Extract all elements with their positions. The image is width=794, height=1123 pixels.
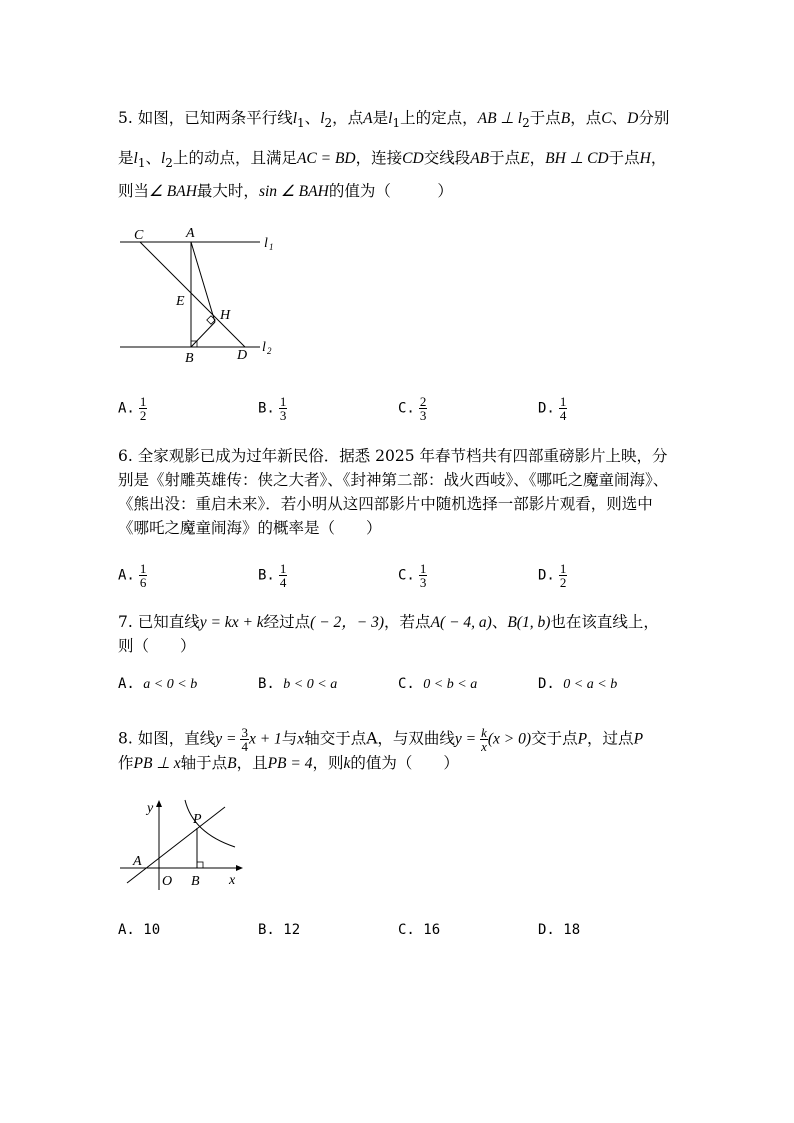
q5-text: 最大时， [196, 182, 259, 200]
q5-text: 则当 [118, 182, 150, 200]
fraction [139, 562, 148, 589]
label-l1-sub: 1 [269, 242, 274, 252]
label-l2-sub: 2 [267, 346, 272, 356]
q5-sub: 2 [522, 116, 530, 131]
numerator: 3 [241, 725, 248, 740]
numerator: 1 [139, 561, 147, 576]
numerator: 1 [139, 394, 147, 409]
q5-expr: AC = BD [296, 150, 356, 167]
q7-expr: ( − 2，− 3) [310, 614, 385, 631]
q5-text: 于点 [529, 109, 561, 127]
q6-line1: 6. 全家观影已成为过年新民俗．据悉 2025 年春节档共有四部重磅影片上映，分 [118, 447, 668, 465]
q5-text: ， [650, 149, 667, 167]
segment-CD [140, 242, 245, 347]
option-label: A. [118, 400, 135, 417]
q7-option-d[interactable] [538, 676, 617, 693]
segment-AH [191, 242, 215, 322]
label-B: B [185, 351, 194, 366]
q6-line3: 《熊出没：重启未来》．若小明从这四部影片中随机选择一部影片观看，则选中 [118, 495, 653, 513]
q8-expr: y = [454, 730, 477, 748]
numerator: k [481, 725, 487, 740]
q7-text: 7. 已知直线 [118, 613, 200, 631]
denominator: 4 [241, 739, 248, 754]
q5-text: 上的动点，且满足 [172, 149, 297, 167]
q5-var: H [639, 150, 651, 167]
option-label: C. [398, 567, 415, 584]
fraction [139, 395, 148, 422]
option-label: B. [258, 567, 275, 584]
q5-text: 是 [372, 109, 389, 127]
q5-var: B [560, 110, 571, 127]
fraction [480, 726, 488, 753]
q5-line2 [118, 148, 666, 173]
q8-expr: PB ⊥ x [133, 755, 181, 772]
q8-var: P [633, 730, 644, 748]
label-O: O [162, 874, 173, 889]
q5-text: 上的定点， [400, 109, 478, 127]
q8-text: 交于点 [531, 729, 578, 748]
q5-sub: 2 [165, 156, 173, 171]
q7-option-b[interactable] [258, 676, 337, 693]
q8-option-c[interactable] [398, 922, 440, 938]
q8-line1 [118, 726, 643, 753]
q6-option-d[interactable] [538, 562, 567, 589]
q8-var: x [297, 730, 305, 748]
q5-text: 、 [145, 149, 161, 167]
option-label: C. [398, 676, 415, 692]
q8-figure [115, 795, 250, 895]
denominator: x [481, 739, 487, 754]
q7-text: 经过点 [263, 613, 311, 631]
option-label: D. [538, 676, 555, 692]
q6-option-a[interactable] [118, 562, 147, 589]
q5-var: CD [402, 150, 424, 167]
numerator: 2 [419, 394, 427, 409]
q8-text: 与 [281, 729, 298, 748]
q5-expr: ∠ BAH [149, 183, 197, 200]
option-label: D. [538, 400, 555, 417]
q7-option-a[interactable] [118, 676, 197, 693]
option-text: a < 0 < b [143, 677, 198, 692]
denominator: 4 [279, 575, 287, 590]
denominator: 2 [559, 575, 567, 590]
q5-figure [110, 222, 290, 367]
y-axis-arrow [156, 800, 162, 807]
q8-option-a[interactable] [118, 922, 160, 938]
q5-text: ， [529, 149, 546, 167]
q5-expr: BH ⊥ CD [545, 150, 609, 167]
option-label: C. [398, 400, 415, 417]
q5-var: A [363, 110, 373, 127]
q7-option-c[interactable] [398, 676, 477, 693]
q5-sub: 1 [137, 156, 146, 171]
numerator: 1 [559, 561, 567, 576]
q6-option-c[interactable] [398, 562, 427, 589]
q5-expr: sin ∠ BAH [258, 183, 329, 200]
q5-option-a[interactable] [118, 395, 147, 422]
q5-line1 [118, 108, 669, 133]
denominator: 3 [279, 408, 287, 423]
q5-option-b[interactable] [258, 395, 287, 422]
denominator: 3 [419, 575, 427, 590]
label-C: C [134, 228, 144, 243]
q5-text: 的值为（ ） [328, 182, 453, 200]
q6-option-b[interactable] [258, 562, 287, 589]
q5-l2: l [320, 110, 325, 127]
label-B: B [191, 874, 200, 889]
line-AP [127, 807, 225, 883]
q8-var: P [577, 730, 588, 748]
q5-sub: 1 [392, 116, 401, 131]
label-P: P [193, 812, 202, 827]
option-label: B. [258, 676, 275, 692]
q7-expr: B(1, b) [507, 614, 551, 631]
label-y: y [147, 801, 154, 816]
fraction [240, 726, 249, 753]
numerator: 1 [419, 561, 427, 576]
q8-option-d[interactable] [538, 922, 580, 938]
fraction [419, 395, 428, 422]
label-A: A [186, 226, 195, 241]
q5-l1: l [388, 110, 393, 127]
q6-line4: 《哪吒之魔童闹海》的概率是（ ） [118, 519, 382, 537]
label-D: D [237, 348, 248, 363]
q7-expr: y = kx + k [199, 614, 264, 631]
x-axis-arrow [236, 865, 243, 871]
q8-text: 轴于点 [180, 754, 228, 772]
denominator: 3 [419, 408, 427, 423]
q5-var: D [627, 110, 639, 127]
right-angle-B [197, 862, 203, 868]
option-label: A. [118, 676, 135, 692]
q7-text: 、 [491, 613, 508, 631]
option-label: D. [538, 922, 555, 938]
q6-line2: 别是《射雕英雄传：侠之大者》、《封神第二部：战火西岐》、《哪吒之魔童闹海》、 [118, 471, 669, 489]
q5-option-c[interactable] [398, 395, 427, 422]
numerator: 1 [279, 394, 287, 409]
numerator: 1 [279, 561, 287, 576]
q8-text: 轴交于点A，与双曲线 [304, 729, 455, 748]
fraction [559, 562, 568, 589]
q5-expr: AB ⊥ l [477, 110, 523, 127]
q5-l2: l [160, 150, 166, 167]
q7-expr: A( − 4, a) [430, 614, 492, 631]
q5-text: ，点 [332, 109, 364, 127]
option-label: B. [258, 922, 275, 938]
option-label: A. [118, 567, 135, 584]
q7-text: ，若点 [384, 613, 431, 631]
q8-text: ，且 [236, 754, 268, 772]
q8-option-b[interactable] [258, 922, 300, 938]
fraction [559, 395, 568, 422]
q5-text: 是 [118, 149, 134, 167]
q8-text: 的值为（ ） [350, 754, 459, 772]
option-label: D. [538, 567, 555, 584]
q5-text: 5. 如图，已知两条平行线 [118, 109, 293, 127]
q5-text: 分别 [638, 109, 670, 127]
q8-text: ，过点 [587, 729, 634, 748]
q5-var: E [520, 150, 530, 167]
q5-l1: l [133, 150, 138, 167]
q7-text: 也在该直线上， [550, 613, 659, 631]
option-text: 16 [423, 922, 441, 938]
q5-var: C [601, 110, 612, 127]
q8-var: k [343, 755, 351, 772]
segment-BH [191, 322, 215, 347]
denominator: 6 [139, 575, 147, 590]
fraction [279, 562, 288, 589]
q8-expr: x + 1 [248, 730, 282, 748]
option-label: C. [398, 922, 415, 938]
q5-text: 于点 [489, 149, 521, 167]
option-text: 12 [283, 922, 301, 938]
q5-l1: l [292, 110, 298, 127]
q8-text: ，则 [312, 754, 344, 772]
q8-expr: (x > 0) [487, 730, 532, 748]
q5-text: 于点 [608, 149, 640, 167]
option-text: 10 [143, 922, 161, 938]
q8-text: 8. 如图，直线 [118, 729, 216, 748]
q5-text: 、 [304, 109, 321, 127]
numerator: 1 [559, 394, 567, 409]
denominator: 2 [139, 408, 147, 423]
q8-text: 作 [118, 754, 134, 772]
q5-option-d[interactable] [538, 395, 567, 422]
q5-text: ，点 [570, 109, 602, 127]
label-A: A [133, 854, 142, 869]
q8-expr: y = [215, 730, 237, 748]
label-l2: l [262, 340, 266, 355]
option-text: b < 0 < a [283, 677, 338, 692]
q5-sub: 2 [324, 116, 333, 131]
q5-line3 [118, 181, 453, 202]
label-H: H [220, 308, 231, 323]
option-text: 0 < b < a [423, 677, 478, 692]
q5-sub: 1 [297, 116, 305, 131]
q5-text: ，连接 [355, 149, 403, 167]
q8-var: B [227, 755, 237, 772]
label-E: E [176, 294, 185, 309]
q8-line2 [118, 753, 459, 774]
fraction [279, 395, 288, 422]
q7-line1 [118, 612, 659, 633]
denominator: 4 [559, 408, 567, 423]
q5-text: 交线段 [423, 149, 471, 167]
q5-var: AB [470, 150, 490, 167]
fraction [419, 562, 428, 589]
option-label: B. [258, 400, 275, 417]
q7-line2: 则（ ） [118, 637, 196, 655]
option-text: 18 [563, 922, 581, 938]
option-text: 0 < a < b [563, 677, 618, 692]
q8-expr: PB = 4 [267, 755, 313, 772]
q5-text: 、 [611, 109, 628, 127]
option-label: A. [118, 922, 135, 938]
label-l1: l [264, 236, 268, 251]
label-x: x [229, 873, 236, 888]
